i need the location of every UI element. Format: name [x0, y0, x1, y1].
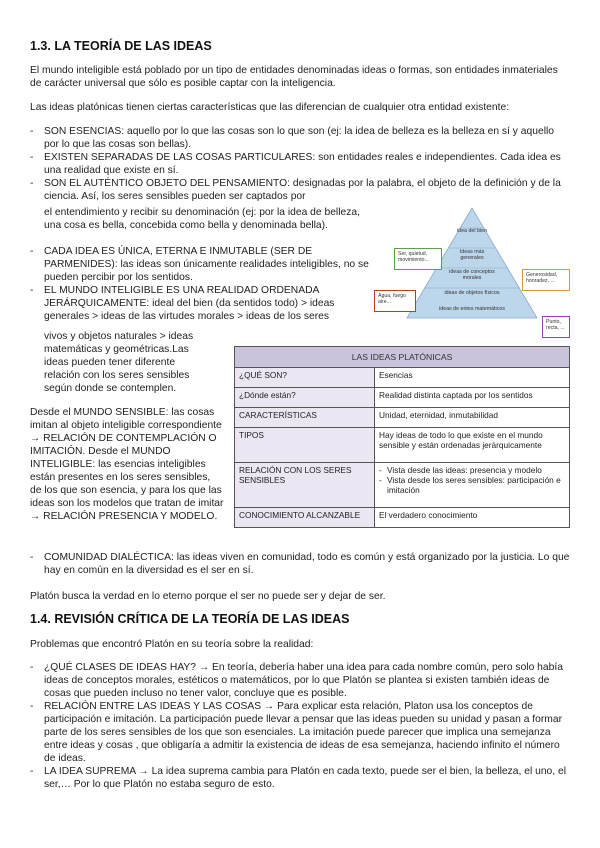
pyramid-level-3: ideas de conceptos morales	[449, 269, 495, 281]
example-box-elements: Agua, fuego aire...	[374, 290, 416, 312]
ideas-pyramid-diagram	[372, 206, 572, 340]
table-key: ¿Dónde están?	[235, 388, 375, 408]
table-key: ¿QUÉ SON?	[235, 368, 375, 388]
section-14-title: 1.4. REVISIÓN CRÍTICA DE LA TEORÍA DE LAS IDEAS	[30, 612, 350, 626]
table-value: Esencias	[375, 368, 570, 388]
pyramid-level-2: Ideas más generales	[459, 249, 485, 261]
ideas-table	[234, 346, 570, 528]
bullet-continuation: el entendimiento y recibir su denominación (ej: por la idea de belleza, una cosa es bella, concebida como bella y denominada bella).	[44, 207, 360, 231]
pyramid-level-5: ideas de entes matemáticos	[439, 306, 505, 312]
community-list	[30, 551, 570, 577]
list-item: - SON EL AUTÉNTICO OBJETO DEL PENSAMIENTO: designadas por la palabra, el objeto de la definición y de la ciencia. Así, los seres sensibles pueden ser captados por	[30, 177, 570, 203]
problems-list	[30, 661, 570, 791]
table-row	[235, 408, 570, 428]
table-key: TIPOS	[235, 428, 375, 463]
table-value-item: - Vista desde los seres sensibles: participación e imitación	[379, 475, 565, 495]
table-key: CONOCIMIENTO ALCANZABLE	[235, 508, 375, 528]
example-box-being: Ser, quietud, movimiento...	[394, 248, 442, 270]
table-key: CARACTERÍSTICAS	[235, 408, 375, 428]
list-item: - LA IDEA SUPREMA → La idea suprema cambia para Platón en cada texto, puede ser el bien, la belleza, el uno, el ser,… Por lo que Platón no estaba seguro de esto.	[30, 765, 570, 791]
table-value: Unidad, eternidad, inmutabilidad	[375, 408, 570, 428]
table-key: RELACIÓN CON LOS SERES SENSIBLES	[235, 463, 375, 508]
example-box-geometry: Punto, recta, ...	[542, 316, 570, 338]
list-item: - EL MUNDO INTELIGIBLE ES UNA REALIDAD ORDENADA JERÁRQUICAMENTE: ideal del bien (da sentidos todo) > ideas generales > ideas de las virtudes morales > ideas de los seres	[30, 284, 370, 323]
table-row	[235, 368, 570, 388]
table-row	[235, 508, 570, 528]
characteristics-list	[30, 125, 570, 203]
table-row	[235, 388, 570, 408]
characteristics-list-2	[30, 245, 370, 323]
characteristics-intro: Las ideas platónicas tienen ciertas características que las diferencian de cualquier otra entidad existente:	[30, 102, 510, 113]
section-13-intro: El mundo inteligible está poblado por un tipo de entidades denominadas ideas o formas, son entidades inmateriales de carácter universal que sólo es posible captar con la inteligencia.	[30, 65, 558, 89]
list-item: - RELACIÓN ENTRE LAS IDEAS Y LAS COSAS → Para explicar esta relación, Platon usa los conceptos de participación e imitación. La participación puede llevar a pensar que las ideas pueden su unidad y pasan a formar parte de los seres sensibles de los que son esenciales. La imitación puede parecer que implica una semejanza entre ideas y cosas , que obligaría a admitir la existencia de ideas de esa semejanza, haciendo infinito el número de ideas.	[30, 700, 570, 765]
list-item: - EXISTEN SEPARADAS DE LAS COSAS PARTICULARES: son entidades reales e independientes. Cada idea es una realidad que existe en sí.	[30, 151, 570, 177]
section-13-title: 1.3. LA TEORÍA DE LAS IDEAS	[30, 39, 212, 53]
sensible-paragraph: Desde el MUNDO SENSIBLE: las cosas imitan al objeto inteligible correspondiente → RELACIÓN DE CONTEMPLACIÓN O IMITACIÓN. Desde el MUNDO INTELIGIBLE: las esencias inteligibles están presentes en los seres sensibles, de los que son esencia, y para los que las ideas son los modelos que tratan de imitar → RELACIÓN PRESENCIA Y MODELO.	[30, 407, 224, 522]
example-box-virtues: Generosidad, honradez, ...	[522, 269, 570, 291]
list-item: - ¿QUÉ CLASES DE IDEAS HAY? → En teoría, debería haber una idea para cada nombre común, pero solo había ideas de conceptos morales, estéticos o matemáticos, por lo que Platón se plantea si existen también ideas de cosas que pueden incluso no tener valor, concluye que es posible.	[30, 661, 570, 700]
table-value: Hay ideas de todo lo que existe en el mundo sensible y están ordenadas jerárquicamente	[375, 428, 570, 463]
bullet-continuation-2: vivos y objetos naturales > ideas matemáticas y geométricas.Las ideas pueden tener diferente relación con los seres sensibles según donde se contemplen.	[44, 331, 194, 394]
table-row	[235, 428, 570, 463]
list-item: - SON ESENCIAS: aquello por lo que las cosas son lo que son (ej: la idea de belleza es la belleza en sí y aquello por lo que las cosas son bellas).	[30, 125, 570, 151]
pyramid-level-1: idea del bien	[456, 228, 488, 234]
table-value: Realidad distinta captada por los sentidos	[375, 388, 570, 408]
list-item: - COMUNIDAD DIALÉCTICA: las ideas viven en comunidad, todo es común y está organizado por la justicia. Lo que hay en común en la diversidad es el ser en sí.	[30, 551, 570, 577]
table-value	[375, 463, 570, 508]
table-value-item: - Vista desde las ideas: presencia y modelo	[379, 465, 565, 475]
closing-paragraph: Platón busca la verdad en lo eterno porque el ser no puede ser y dejar de ser.	[30, 591, 386, 602]
table-value: El verdadero conocimiento	[375, 508, 570, 528]
list-item: - CADA IDEA ES ÚNICA, ETERNA E INMUTABLE (SER DE PARMENIDES): las ideas son únicamente realidades inteligibles, no se pueden percibir por los sentidos.	[30, 245, 370, 284]
table-title: LAS IDEAS PLATÓNICAS	[235, 347, 570, 368]
pyramid-level-4: ideas de objetos físicos	[444, 290, 500, 296]
table-row	[235, 463, 570, 508]
section-14-intro: Problemas que encontró Platón en su teoría sobre la realidad:	[30, 639, 314, 650]
